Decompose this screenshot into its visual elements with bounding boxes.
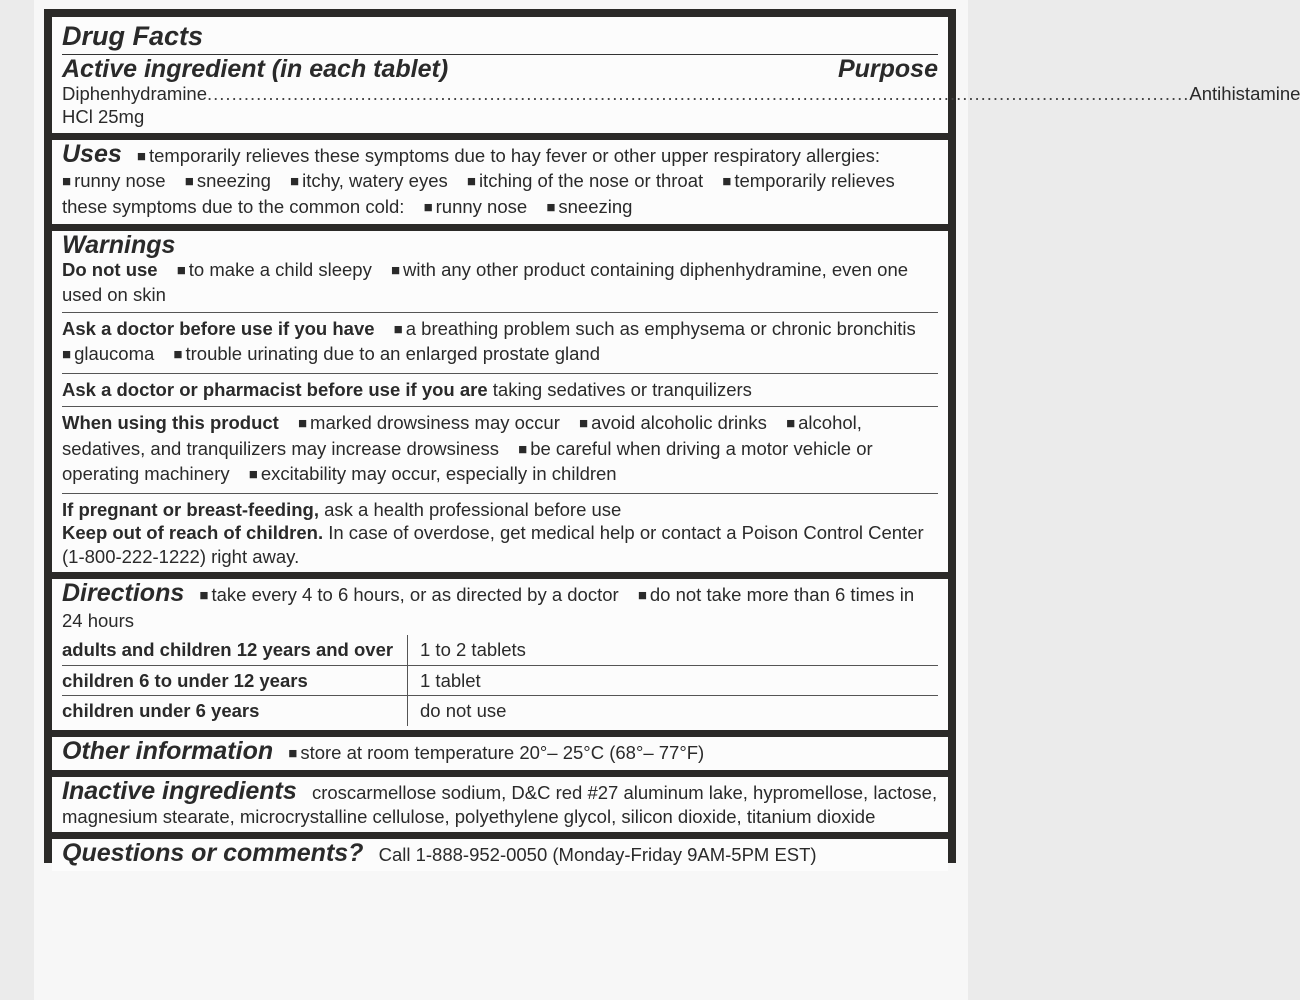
bullet-icon: ■ (637, 587, 647, 604)
warnings-heading: Warnings (62, 231, 176, 259)
table-row (62, 665, 938, 696)
divider (62, 312, 938, 313)
other-information-section (52, 737, 948, 771)
drug-facts-panel (44, 9, 1300, 867)
bullet-icon: ■ (199, 587, 209, 604)
warning-item: marked drowsiness may occur (310, 412, 560, 433)
dose-cell: 1 to 2 tablets (420, 639, 526, 660)
dose-cell: do not use (408, 696, 939, 726)
bullet-icon: ■ (297, 415, 308, 432)
when-using-label: When using this product (62, 412, 279, 433)
directions-section (52, 579, 948, 730)
active-ingredient-heading: Active ingredient (in each tablet) (62, 55, 449, 83)
table-row (62, 696, 938, 726)
bullet-icon: ■ (546, 198, 556, 216)
bullet-icon: ■ (62, 346, 72, 363)
divider (62, 373, 938, 374)
age-group-cell: children under 6 years (62, 696, 408, 726)
warning-item: a breathing problem such as emphysema or chronic bronchitis (405, 317, 916, 339)
uses-intro: temporarily relieves these symptoms due to hay fever or other upper respiratory allergies: (148, 144, 881, 166)
ask-pharmacist-block (62, 378, 938, 402)
bullet-icon: ■ (184, 173, 194, 190)
directions-item: take every 4 to 6 hours, or as directed by a doctor (211, 584, 619, 605)
pregnant-label: If pregnant or breast-feeding, (62, 498, 319, 520)
bullet-icon: ■ (393, 320, 403, 338)
when-using-block (62, 411, 938, 488)
active-ingredient-row (62, 82, 1300, 129)
divider (62, 406, 938, 407)
inactive-ingredients-text: croscarmellose sodium, D&C red #27 aluminum lake, hypromellose, lactose, magnesium stearate, microcrystalline cellulose, polyethylene glycol, silicon dioxide, titanium dioxide (62, 782, 938, 827)
active-ingredient-purpose: Antihistamine (1189, 82, 1300, 104)
keep-out-label: Keep out of reach of children. (62, 522, 324, 543)
warning-item: be careful when driving a motor vehicle or operating machinery (62, 437, 873, 484)
other-information-heading: Other information (62, 736, 274, 765)
divider (62, 493, 938, 494)
inactive-ingredients-section (52, 777, 948, 832)
warning-item: alcohol, sedatives, and tranquilizers may increase drowsiness (62, 412, 862, 459)
dose-cell: 1 tablet (408, 665, 939, 696)
uses-item: sneezing (558, 195, 633, 217)
ask-doctor-block (62, 317, 938, 368)
uses-item: temporarily relieves these symptoms due to the common cold: (62, 170, 895, 217)
warning-item: avoid alcoholic drinks (591, 412, 767, 433)
uses-item: runny nose (74, 170, 166, 191)
age-group-cell: children 6 to under 12 years (62, 665, 408, 696)
purpose-heading: Purpose (837, 55, 938, 83)
directions-heading: Directions (62, 579, 185, 607)
questions-section (52, 839, 948, 871)
warning-item: to make a child sleepy (188, 258, 372, 280)
warning-item: glaucoma (74, 343, 155, 364)
bullet-icon: ■ (136, 147, 146, 165)
table-row (62, 635, 938, 665)
warning-item: with any other product containing diphenhydramine, even one used on skin (62, 258, 909, 305)
ask-pharmacist-text: taking sedatives or tranquilizers (492, 378, 752, 400)
warnings-section (52, 231, 948, 572)
keep-out-text: In case of overdose, get medical help or contact a Poison Control Center (1-800-222-1222) right away. (62, 522, 924, 567)
ask-doctor-label: Ask a doctor before use if you have (62, 317, 375, 339)
warning-item: excitability may occur, especially in children (260, 463, 617, 484)
drug-facts-title: Drug Facts (62, 21, 204, 51)
uses-section (52, 140, 948, 225)
bullet-icon: ■ (390, 261, 401, 279)
dosage-table (62, 635, 938, 726)
bullet-icon: ■ (176, 261, 186, 279)
bullet-icon: ■ (423, 198, 433, 216)
uses-item: itchy, watery eyes (302, 170, 448, 191)
bullet-icon: ■ (466, 173, 476, 190)
bullet-icon: ■ (248, 466, 258, 483)
active-ingredient-section (52, 17, 1300, 133)
bullet-icon: ■ (62, 173, 72, 190)
bullet-icon: ■ (518, 440, 528, 458)
directions-item: do not take more than 6 times in 24 hours (62, 584, 915, 631)
age-group-cell: adults and children 12 years and over (62, 635, 408, 665)
bullet-icon: ■ (173, 346, 183, 363)
bullet-icon: ■ (722, 173, 732, 190)
questions-heading: Questions or comments? (62, 839, 364, 867)
bullet-icon: ■ (290, 173, 300, 190)
uses-item: itching of the nose or throat (478, 170, 704, 191)
bullet-icon: ■ (786, 415, 796, 432)
bullet-icon: ■ (579, 415, 589, 432)
bullet-icon: ■ (288, 744, 298, 762)
do-not-use-block (62, 258, 938, 307)
uses-item: runny nose (435, 195, 528, 217)
questions-text: Call 1-888-952-0050 (Monday-Friday 9AM-5PM EST) (378, 844, 817, 865)
uses-item: sneezing (196, 170, 271, 191)
do-not-use-label: Do not use (62, 258, 158, 280)
active-ingredient-name: Diphenhydramine HCl 25mg (62, 82, 208, 127)
keep-out-block (62, 521, 938, 568)
uses-heading: Uses (62, 139, 122, 168)
pregnant-block (62, 498, 938, 522)
dot-leader: ................................................................................................................................................................ (207, 82, 1190, 104)
inactive-ingredients-heading: Inactive ingredients (62, 777, 297, 805)
ask-pharmacist-label: Ask a doctor or pharmacist before use if you are (62, 378, 488, 400)
active-ingredient-header (62, 55, 938, 83)
warning-item: trouble urinating due to an enlarged prostate gland (185, 343, 600, 364)
other-information-item: store at room temperature 20°– 25°C (68°– 77°F) (300, 741, 705, 763)
pregnant-text: ask a health professional before use (324, 498, 622, 520)
